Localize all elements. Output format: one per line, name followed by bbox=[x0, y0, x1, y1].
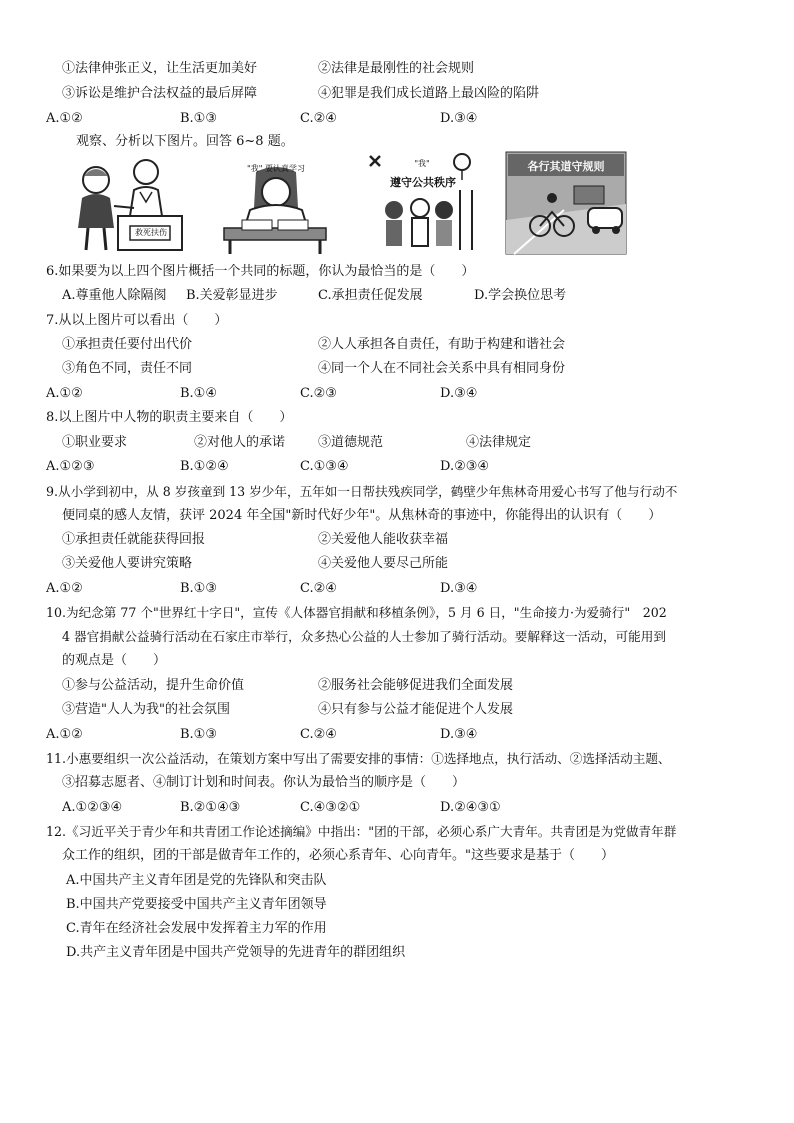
q10-statement-4: ④只有参与公益才能促进个人发展 bbox=[318, 702, 514, 717]
picture-public-order-top: "我" bbox=[414, 159, 430, 168]
q5-option-d: D.③④ bbox=[440, 111, 478, 126]
q10-stem-line-1: 10.为纪念第 77 个"世界红十字日"，宣传《人体器官捐献和移植条例》，5 月 6 日，"生命接力·为爱骑行" 202 bbox=[46, 605, 667, 620]
q12-option-c: C.青年在经济社会发展中发挥着主力军的作用 bbox=[66, 921, 327, 936]
q6-option-d: D.学会换位思考 bbox=[474, 288, 567, 303]
q8-statement-1: ①职业要求 bbox=[62, 435, 128, 450]
q10-option-d: D.③④ bbox=[440, 727, 478, 742]
q7-option-a: A.①② bbox=[46, 386, 83, 401]
q8-statement-4: ④法律规定 bbox=[466, 435, 532, 450]
picture-public-order bbox=[364, 150, 482, 256]
q6-stem: 6.如果要为以上四个图片概括一个共同的标题，你认为最恰当的是（ ） bbox=[46, 264, 475, 279]
q7-option-c: C.②③ bbox=[300, 386, 337, 401]
q7-statement-1: ①承担责任要付出代价 bbox=[62, 337, 193, 352]
q9-option-d: D.③④ bbox=[440, 581, 478, 596]
q10-statement-2: ②服务社会能够促进我们全面发展 bbox=[318, 678, 514, 693]
q11-option-c: C.④③②① bbox=[300, 800, 361, 815]
q7-stem: 7.从以上图片可以看出（ ） bbox=[46, 313, 228, 328]
q9-option-b: B.①③ bbox=[180, 581, 217, 596]
q9-statement-3: ③关爱他人要讲究策略 bbox=[62, 556, 193, 571]
q11-stem-line-2: ③招募志愿者、④制订计划和时间表。你认为最恰当的顺序是（ ） bbox=[62, 775, 466, 790]
q6-option-c: C.承担责任促发展 bbox=[318, 288, 423, 303]
q5-statement-4: ④犯罪是我们成长道路上最凶险的陷阱 bbox=[318, 86, 540, 101]
q9-option-c: C.②④ bbox=[300, 581, 337, 596]
q5-statement-1: ①法律伸张正义，让生活更加美好 bbox=[62, 61, 258, 76]
q12-stem-line-2: 众工作的组织，团的干部是做青年工作的，必须心系青年、心向青年。"这些要求是基于（ ） bbox=[62, 848, 614, 863]
q5-option-b: B.①③ bbox=[180, 111, 217, 126]
q5-option-c: C.②④ bbox=[300, 111, 337, 126]
q8-option-d: D.②③④ bbox=[440, 459, 490, 474]
q8-option-a: A.①②③ bbox=[46, 459, 95, 474]
q9-statement-4: ④关爱他人要尽己所能 bbox=[318, 556, 449, 571]
q10-option-a: A.①② bbox=[46, 727, 83, 742]
q7-statement-3: ③角色不同，责任不同 bbox=[62, 361, 193, 376]
picture-traffic-label: 各行其道守规则 bbox=[527, 160, 605, 173]
q8-stem: 8.以上图片中人物的职责主要来自（ ） bbox=[46, 410, 293, 425]
q9-option-a: A.①② bbox=[46, 581, 83, 596]
picture-student-label: "我" 要认真学习 bbox=[247, 164, 305, 173]
picture-doctor-label: 救死扶伤 bbox=[135, 228, 167, 237]
q10-statement-3: ③营造"人人为我"的社会氛围 bbox=[62, 702, 230, 717]
q9-statement-2: ②关爱他人能收获幸福 bbox=[318, 532, 449, 547]
q12-option-d: D.共产主义青年团是中国共产党领导的先进青年的群团组织 bbox=[66, 945, 406, 960]
q5-option-a: A.①② bbox=[46, 111, 83, 126]
q11-option-d: D.②④③① bbox=[440, 800, 501, 815]
q8-option-c: C.①③④ bbox=[300, 459, 349, 474]
q8-option-b: B.①②④ bbox=[180, 459, 229, 474]
q5-statement-2: ②法律是最刚性的社会规则 bbox=[318, 61, 475, 76]
q10-stem-line-3: 的观点是（ ） bbox=[62, 653, 167, 668]
q9-stem-line-2: 便同桌的感人友情，获评 2024 年全国"新时代好少年"。从焦林奇的事迹中，你能得出的认识有（ ） bbox=[62, 508, 662, 523]
q8-statement-2: ②对他人的承诺 bbox=[194, 435, 286, 450]
q9-statement-1: ①承担责任就能获得回报 bbox=[62, 532, 206, 547]
q12-option-a: A.中国共产主义青年团是党的先锋队和突击队 bbox=[66, 873, 327, 888]
q10-statement-1: ①参与公益活动，提升生命价值 bbox=[62, 678, 245, 693]
q7-statement-2: ②人人承担各自责任，有助于构建和谐社会 bbox=[318, 337, 566, 352]
q5-statement-3: ③诉讼是维护合法权益的最后屏障 bbox=[62, 86, 258, 101]
q7-option-b: B.①④ bbox=[180, 386, 217, 401]
q8-statement-3: ③道德规范 bbox=[318, 435, 384, 450]
q6-option-a: A.尊重他人除隔阂 bbox=[62, 288, 167, 303]
q11-option-a: A.①②③④ bbox=[62, 800, 123, 815]
q11-option-b: B.②①④③ bbox=[180, 800, 241, 815]
q10-option-c: C.②④ bbox=[300, 727, 337, 742]
q7-statement-4: ④同一个人在不同社会关系中具有相同身份 bbox=[318, 361, 566, 376]
q12-option-b: B.中国共产党要接受中国共产主义青年团领导 bbox=[66, 897, 327, 912]
q11-stem-line-1: 11.小惠要组织一次公益活动，在策划方案中写出了需要安排的事情：①选择地点，执行活动、②选择活动主题、 bbox=[46, 751, 671, 766]
q6-option-b: B.关爱彰显进步 bbox=[186, 288, 278, 303]
q10-stem-line-2: 4 器官捐献公益骑行活动在石家庄市举行，众多热心公益的人士参加了骑行活动。要解释这一活动，可能用到 bbox=[62, 629, 666, 644]
pictures-intro: 观察、分析以下图片。回答 6~8 题。 bbox=[76, 134, 294, 149]
picture-doctor bbox=[68, 150, 186, 256]
q9-stem-line-1: 9.从小学到初中，从 8 岁孩童到 13 岁少年，五年如一日帮扶残疾同学，鹤壁少年焦林奇用爱心书写了他与行动不 bbox=[46, 484, 678, 499]
q10-option-b: B.①③ bbox=[180, 727, 217, 742]
q7-option-d: D.③④ bbox=[440, 386, 478, 401]
picture-public-order-label: 遵守公共秩序 bbox=[390, 176, 456, 189]
picture-traffic bbox=[504, 150, 628, 256]
q12-stem-line-1: 12.《习近平关于青少年和共青团工作论述摘编》中指出："团的干部，必须心系广大青年。共青团是为党做青年群 bbox=[46, 824, 677, 839]
picture-student bbox=[216, 150, 334, 256]
